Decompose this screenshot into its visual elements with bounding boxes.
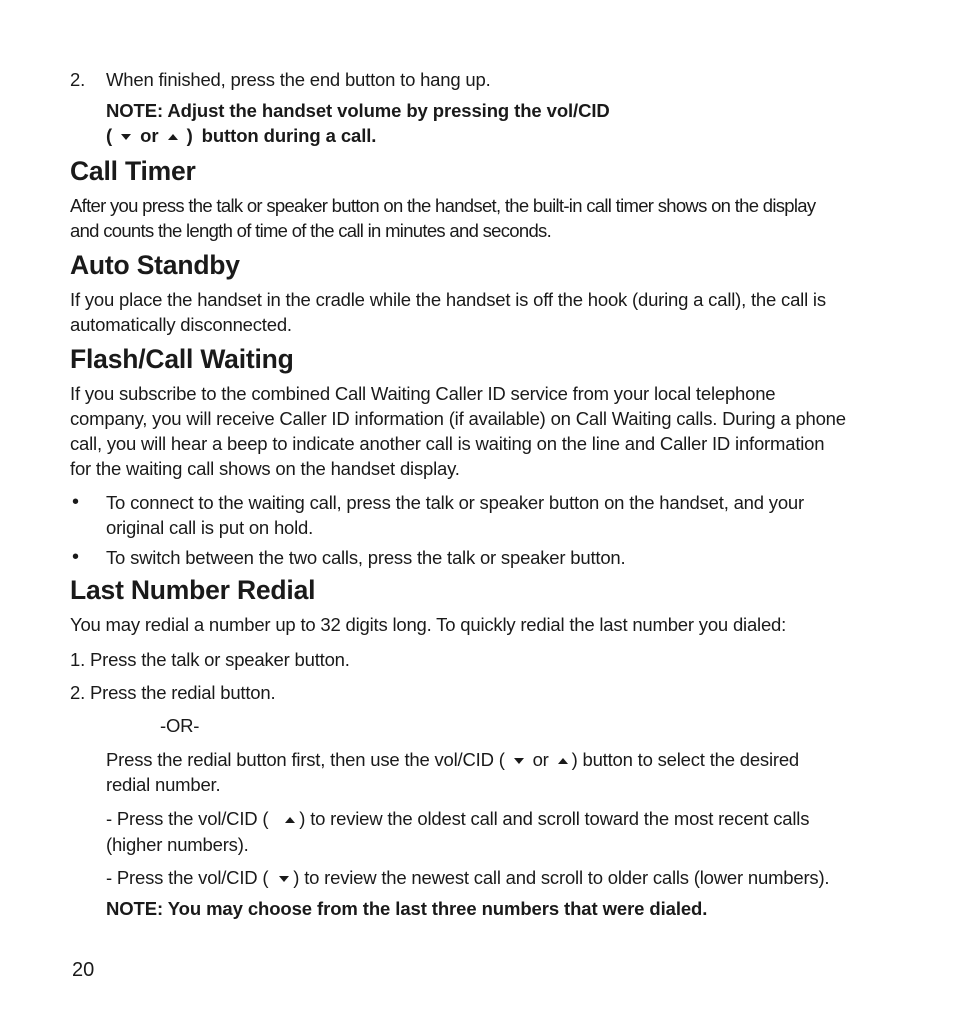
note-close-paren: ) [186, 125, 193, 146]
redial-step-1: 1. Press the talk or speaker button. [70, 649, 350, 670]
redial-down-line [106, 865, 829, 890]
redial-step-2: 2. Press the redial button. [70, 682, 276, 703]
flash-line-2: company, you will receive Caller ID information (if available) on Call Waiting calls. During a phone [70, 408, 846, 429]
last-number-redial-heading: Last Number Redial [70, 575, 316, 605]
redial-up-line-2: (higher numbers). [106, 834, 249, 855]
bullet-1-line-1: To connect to the waiting call, press the talk or speaker button on the handset, and your [106, 492, 804, 513]
note-volume-line-2 [106, 123, 376, 148]
redial-alt-line-1-b: ) button to select the desired [571, 749, 800, 770]
auto-standby-line-2: automatically disconnected. [70, 314, 292, 335]
note-volume-line-1: NOTE: Adjust the handset volume by pressing the vol/CID [106, 100, 610, 121]
note-line-2-rest: button during a call. [201, 125, 377, 146]
flash-line-1: If you subscribe to the combined Call Waiting Caller ID service from your local telephone [70, 383, 776, 404]
bullet-1-line-2: original call is put on hold. [106, 517, 314, 538]
redial-or-label: -OR- [160, 715, 200, 736]
flash-line-4: for the waiting call shows on the handset display. [70, 458, 460, 479]
step-2-number: 2. [70, 69, 86, 90]
call-timer-line-2: and counts the length of time of the call in minutes and seconds. [70, 220, 552, 241]
redial-alt-line-1 [106, 747, 799, 772]
redial-alt-line-1-a: Press the redial button first, then use the vol/CID ( [106, 749, 505, 770]
note-or: or [140, 125, 159, 146]
redial-note: NOTE: You may choose from the last three numbers that were dialed. [106, 898, 708, 919]
redial-alt-line-1-or: or [532, 749, 549, 770]
redial-down-line-b: ) to review the newest call and scroll to older calls (lower numbers). [293, 867, 830, 888]
redial-alt-line-2: redial number. [106, 774, 221, 795]
redial-up-line-1-b: ) to review the oldest call and scroll toward the most recent calls [299, 808, 810, 829]
down-arrow-icon [514, 758, 524, 764]
up-arrow-icon [285, 817, 295, 823]
redial-up-line-1-a: - Press the vol/CID ( [106, 808, 269, 829]
redial-down-line-a: - Press the vol/CID ( [106, 867, 269, 888]
down-arrow-icon [279, 876, 289, 882]
down-arrow-icon [121, 134, 131, 140]
call-timer-line-1: After you press the talk or speaker button on the handset, the built-in call timer shows on the display [70, 195, 816, 216]
up-arrow-icon [168, 134, 178, 140]
note-open-paren: ( [106, 125, 113, 146]
auto-standby-line-1: If you place the handset in the cradle while the handset is off the hook (during a call), the call is [70, 289, 826, 310]
step-2-text: When finished, press the end button to hang up. [106, 69, 491, 90]
auto-standby-heading: Auto Standby [70, 250, 240, 280]
redial-intro: You may redial a number up to 32 digits long. To quickly redial the last number you dialed: [70, 614, 787, 635]
page-number: 20 [72, 959, 95, 981]
redial-up-line-1 [106, 806, 809, 831]
bullet-2-line-1: To switch between the two calls, press the talk or speaker button. [106, 547, 626, 568]
flash-line-3: call, you will hear a beep to indicate another call is waiting on the line and Caller ID information [70, 433, 825, 454]
bullet-2-dot: • [72, 546, 80, 568]
bullet-1-dot: • [72, 491, 80, 513]
up-arrow-icon [558, 758, 568, 764]
call-timer-heading: Call Timer [70, 156, 196, 186]
flash-call-waiting-heading: Flash/Call Waiting [70, 344, 294, 374]
